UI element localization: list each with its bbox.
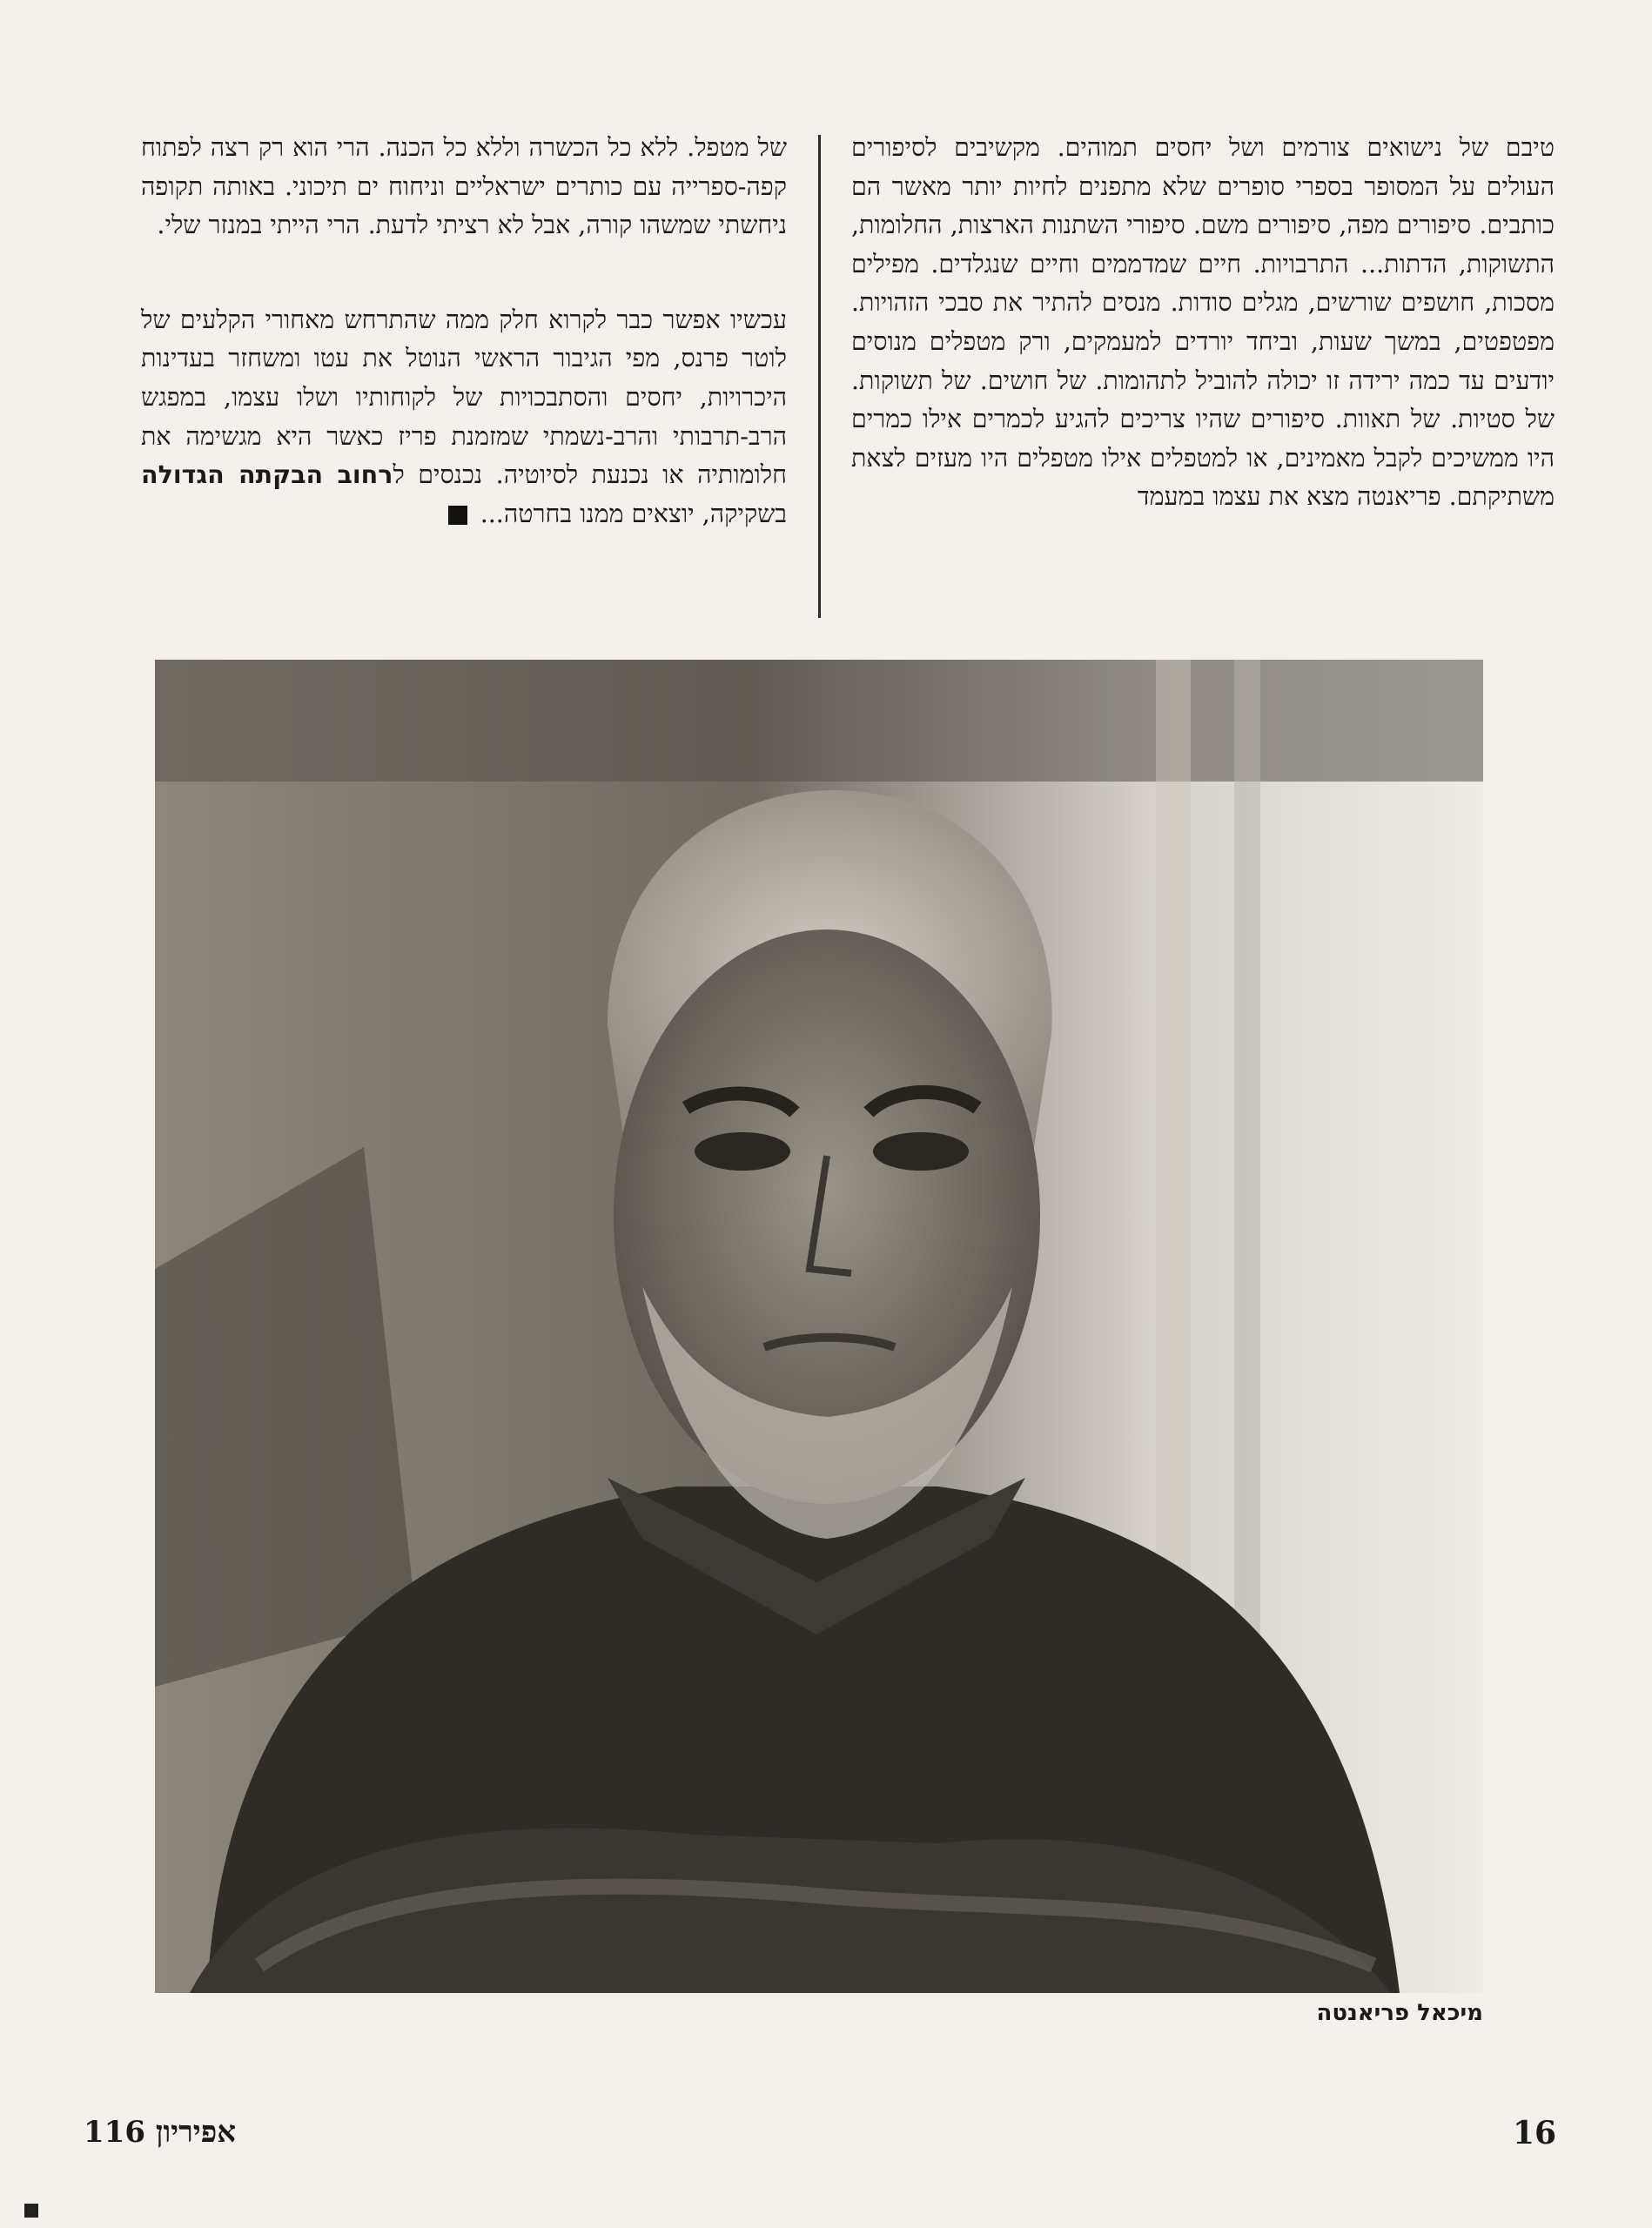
registration-mark: [24, 2204, 38, 2218]
book-title: רחוב הבקתה הגדולה: [141, 460, 393, 490]
paragraph-text: בשקיקה, יוצאים ממנו בחרטה...: [480, 499, 787, 528]
portrait-image: [155, 660, 1483, 1993]
article-paragraph: טיבם של נישואים צורמים ושל יחסים תמוהים. מקשיבים לסיפורים העולים על המסופר בספרי סופרים שלא מתפנים לחיות יותר מאשר הם כותבים. סיפורים מפה, סיפורים משם. סיפורי השתנות הארצות, החלומות, התשוקות, הדתות... התרבויות. חיים שמדממים וחיים שנגלדים. מפילים מסכות, חושפים שורשים, מגלים סודות. מנסים להתיר את סבכי הזהויות. מפטפטים, במשך שעות, וביחד יורדים למעמקים, ורק מטפלים מנוסים יודעים עד כמה ירידה זו יכולה להוביל לתהומות. של חושים. של תשוקות. של סטיות. של תאוות. סיפורים שהיו צריכים להגיע לכמרים אילו כמרים היו ממשיכים לקבל מאמינים, או למטפלים אילו מטפלים היו מעזים לצאת משתיקתם. פריאנטה מצא את עצמו במעמד: [851, 133, 1555, 512]
end-of-article-mark: [448, 506, 467, 525]
paragraph-text: עכשיו אפשר כבר לקרוא חלק ממה שהתרחש מאחורי הקלעים של לוטר פרנס, מפי הגיבור הראשי הנוטל את עטו ומשחזר בעדינות היכרויות, יחסים והסתבכויות של לקוחותיו ושלו עצמו, במפגש הרב-תרבותי והרב-נשמתי שמזמנת פריז כאשר היא מגשימה את חלומותיה או נכנעת לסיוטיה. נכנסים ל: [141, 305, 787, 490]
article-column-left: [141, 129, 787, 534]
photo-caption: מיכאל פריאנטה: [1316, 2000, 1483, 2026]
article-column-right: [851, 129, 1555, 517]
magazine-folio: אפיריון 116: [84, 2115, 237, 2150]
column-divider: [818, 135, 821, 618]
portrait-photo: [155, 660, 1483, 1993]
page-number: 16: [1513, 2115, 1557, 2151]
article-paragraph: של מטפל. ללא כל הכשרה וללא כל הכנה. הרי הוא רק רצה לפתוח קפה-ספרייה עם כותרים ישראליים וניחוח ים תיכוני. באותה תקופה ניחשתי שמשהו קורה, אבל לא רציתי לדעת. הרי הייתי במנזר שלי.: [141, 133, 787, 240]
article-paragraph: [141, 301, 787, 534]
